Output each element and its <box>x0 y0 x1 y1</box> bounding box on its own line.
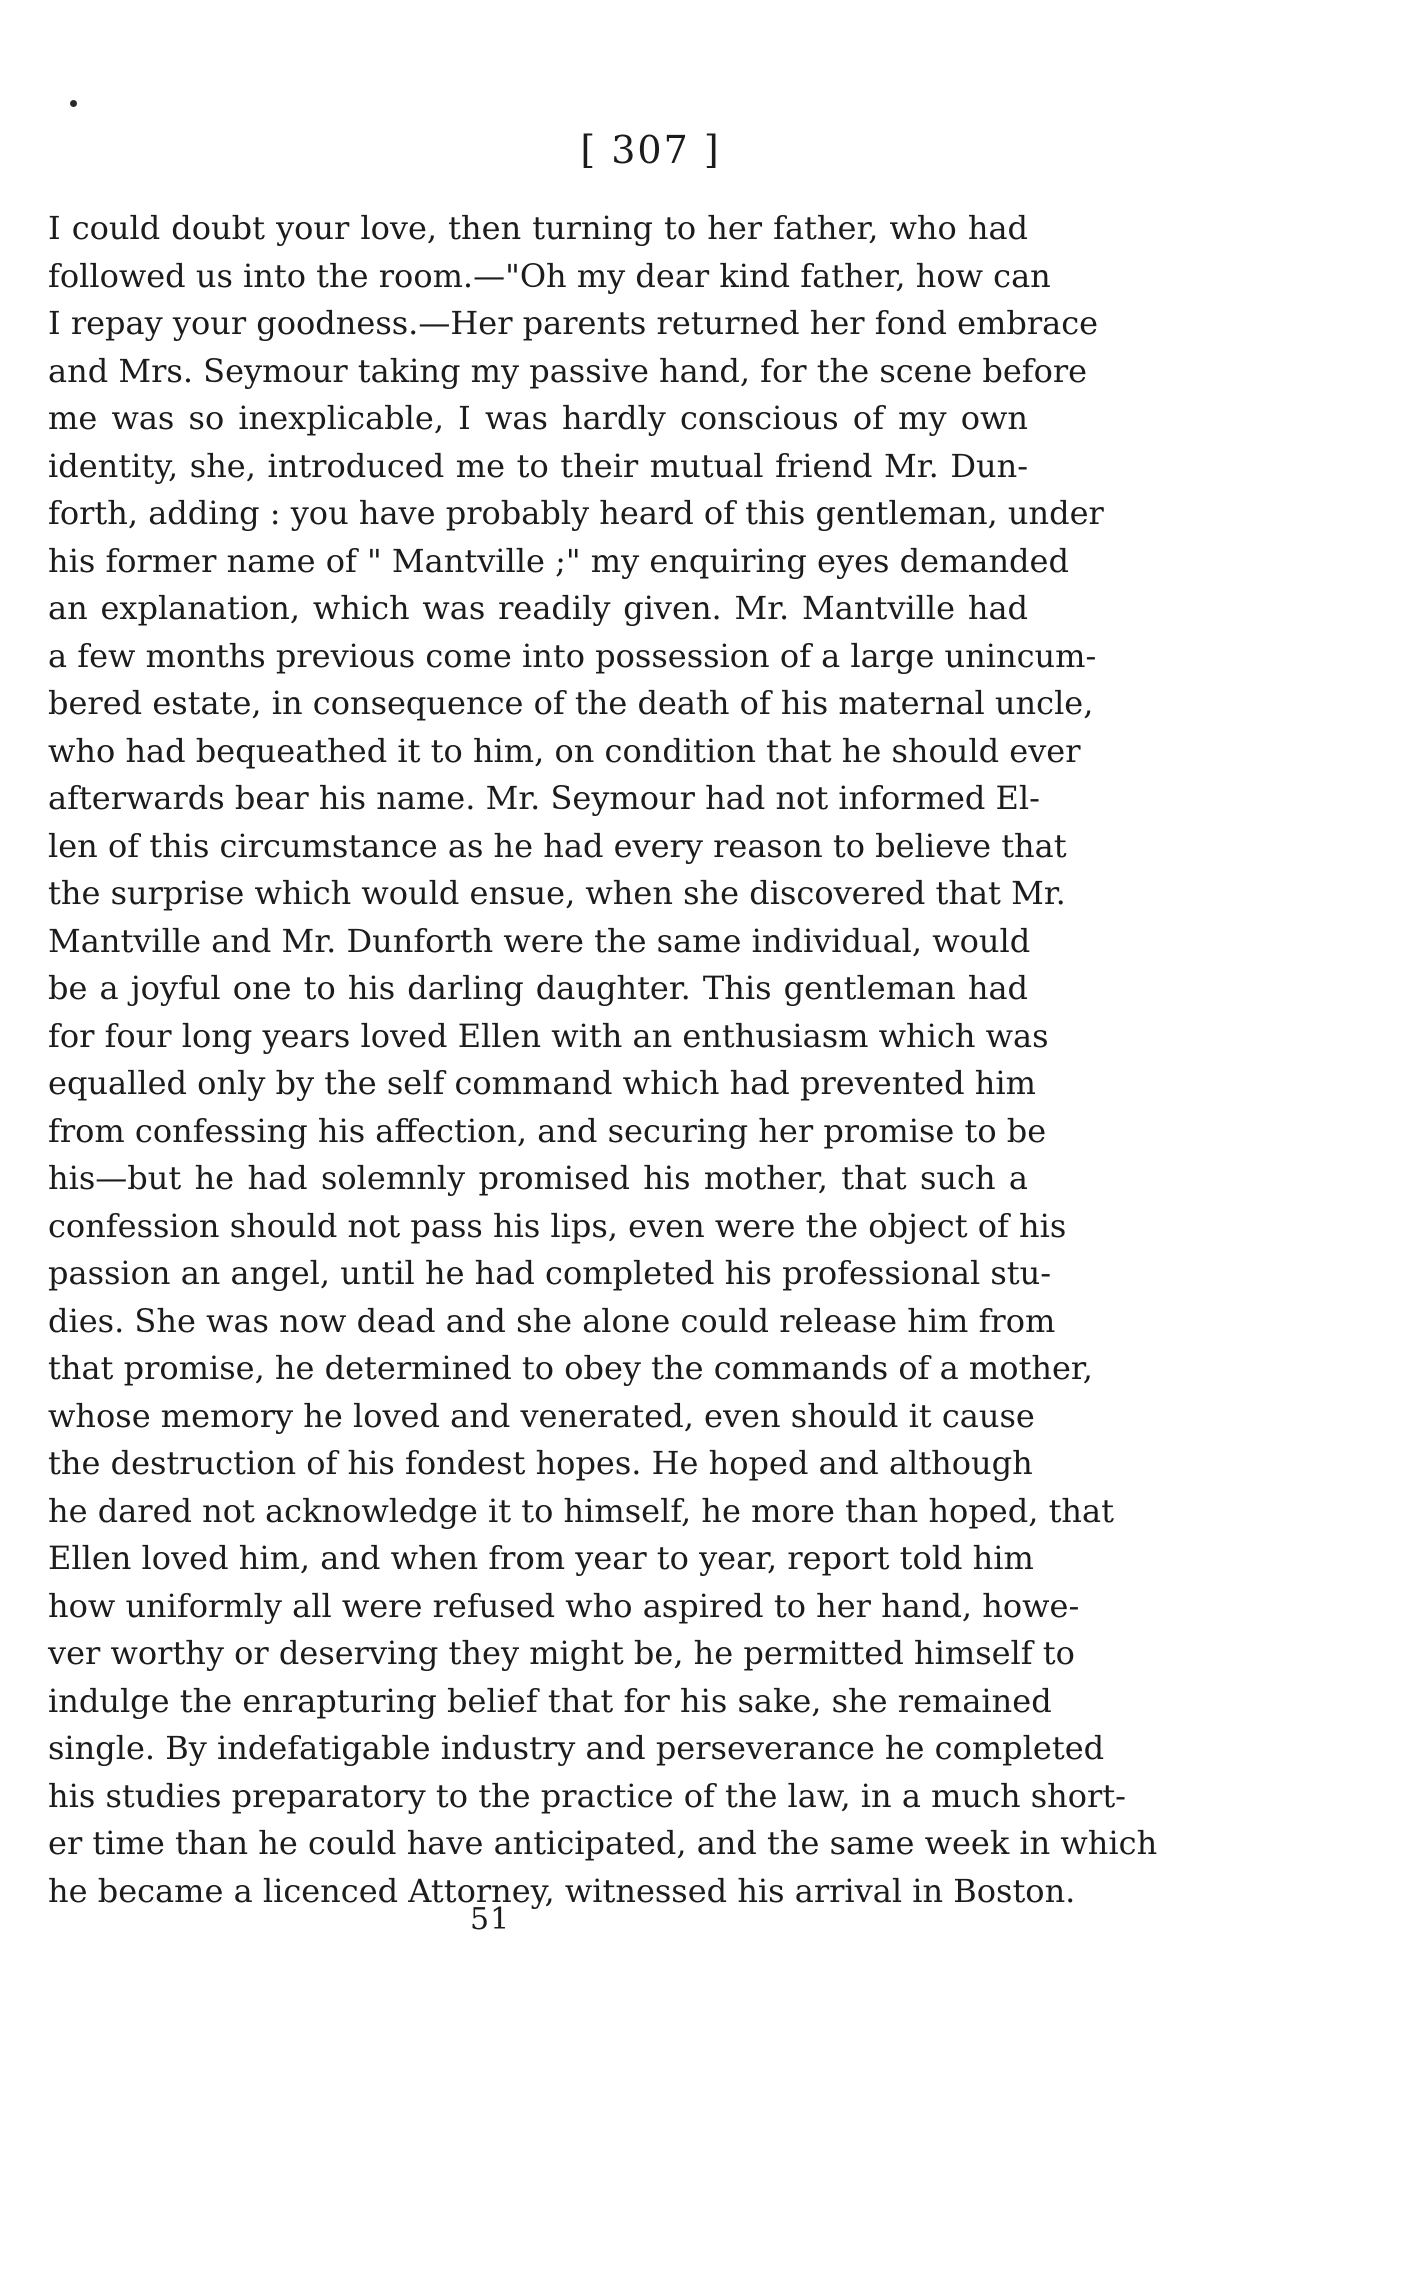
text-line: the destruction of his fondest hopes. He hoped and although <box>48 1444 1033 1482</box>
text-line: he dared not acknowledge it to himself, he more than hoped, that <box>48 1491 1114 1530</box>
text-line: his former name of " Mantville ;" my enquiring eyes demanded <box>48 541 1069 580</box>
text-line: the surprise which would ensue, when she discovered that Mr. <box>48 874 1066 912</box>
text-line: from confessing his affection, and securing her promise to be <box>48 1111 1047 1150</box>
text-line: dies. She was now dead and she alone could release him from <box>48 1301 1056 1340</box>
page-number: [ 307 ] <box>580 128 721 172</box>
text-line: he became a licenced Attorney, witnessed his arrival in Boston. <box>48 1871 1076 1910</box>
text-line: single. By indefatigable industry and perseverance he completed <box>48 1729 1105 1767</box>
text-line: confession should not pass his lips, even were the object of his <box>48 1206 1067 1245</box>
text-line: how uniformly all were refused who aspired to her hand, howe- <box>48 1586 1080 1625</box>
text-line: equalled only by the self command which had prevented him <box>48 1064 1036 1102</box>
text-line: bered estate, in consequence of the death of his maternal uncle, <box>48 684 1094 722</box>
text-line: I repay your goodness.—Her parents returned her fond embrace <box>48 304 1099 342</box>
text-line: identity, she, introduced me to their mutual friend Mr. Dun- <box>48 446 1028 485</box>
text-line: his studies preparatory to the practice of the law, in a much short- <box>48 1776 1126 1815</box>
text-line: his—but he had solemnly promised his mother, that such a <box>48 1159 1028 1197</box>
signature-mark: 51 <box>470 1902 511 1937</box>
text-line: and Mrs. Seymour taking my passive hand, for the scene before <box>48 351 1088 390</box>
text-line: I could doubt your love, then turning to her father, who had <box>48 209 1028 247</box>
text-line: for four long years loved Ellen with an enthusiasm which was <box>48 1016 1049 1055</box>
text-line: ver worthy or deserving they might be, he permitted himself to <box>48 1634 1075 1672</box>
text-line: forth, adding : you have probably heard of this gentleman, under <box>48 494 1104 532</box>
text-line: er time than he could have anticipated, and the same week in which <box>48 1824 1158 1862</box>
text-line: Mantville and Mr. Dunforth were the same individual, would <box>48 921 1031 960</box>
text-line: who had bequeathed it to him, on condition that he should ever <box>48 731 1081 770</box>
text-line: be a joyful one to his darling daughter. This gentleman had <box>48 969 1028 1007</box>
text-line: me was so inexplicable, I was hardly conscious of my own <box>48 399 1028 437</box>
text-line: whose memory he loved and venerated, even should it cause <box>48 1396 1035 1435</box>
ink-speck <box>70 100 77 107</box>
text-line: that promise, he determined to obey the commands of a mother, <box>48 1349 1093 1387</box>
text-line: followed us into the room.—"Oh my dear kind father, how can <box>48 256 1051 295</box>
body-text <box>48 205 1158 1915</box>
text-line: a few months previous come into possession of a large unincum- <box>48 636 1097 675</box>
text-line: passion an angel, until he had completed his professional stu- <box>48 1254 1052 1292</box>
text-line: len of this circumstance as he had every reason to believe that <box>48 826 1067 865</box>
text-line: indulge the enrapturing belief that for his sake, she remained <box>48 1681 1052 1720</box>
text-line: afterwards bear his name. Mr. Seymour had not informed El- <box>48 779 1040 817</box>
text-line: an explanation, which was readily given. Mr. Mantville had <box>48 589 1028 627</box>
text-line: Ellen loved him, and when from year to year, report told him <box>48 1539 1034 1577</box>
